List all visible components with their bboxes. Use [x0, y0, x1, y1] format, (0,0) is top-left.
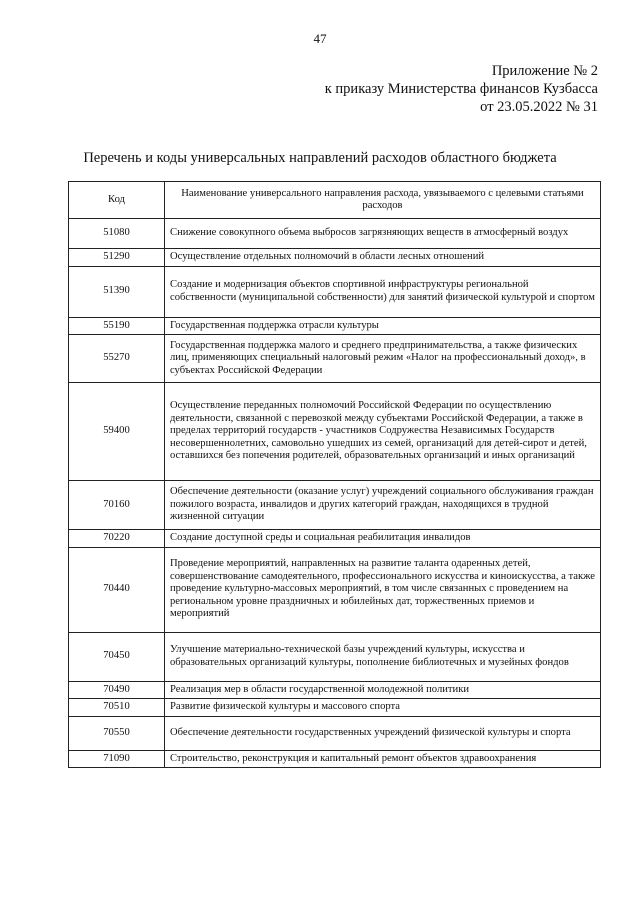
- row-name: Строительство, реконструкция и капитальный ремонт объектов здравоохранения: [165, 750, 601, 768]
- row-name: Проведение мероприятий, направленных на развитие таланта одаренных детей, совершенствование самодеятельного, профессионального искусства и киноискусства, а также проведение культурно-массовых мероприятий, в том числе связанных с проведением на региональном уровне праздничных и юбилейных дат, торжественных приемов и мероприятий: [165, 547, 601, 632]
- appendix-block: [325, 62, 598, 116]
- table-row: [69, 699, 601, 717]
- row-name: Создание доступной среды и социальная реабилитация инвалидов: [165, 530, 601, 548]
- table-row: [69, 530, 601, 548]
- header-code: Код: [69, 182, 165, 219]
- row-name: Развитие физической культуры и массового спорта: [165, 699, 601, 717]
- table-row: [69, 481, 601, 530]
- table-row: [69, 547, 601, 632]
- document-title: Перечень и коды универсальных направлений расходов областного бюджета: [83, 150, 557, 166]
- row-name: Осуществление переданных полномочий Российской Федерации по осуществлению деятельности, связанной с перевозкой между субъектами Российской Федерации, а также в пределах территорий государств - участников Содружества Независимых Государств несовершеннолетних, самовольно ушедших из семей, организаций для детей-сирот и детей, оставшихся без попечения родителей, образовательных организаций и иных организаций: [165, 383, 601, 481]
- header-name: Наименование универсального направления расхода, увязываемого с целевыми статьями расходов: [165, 182, 601, 219]
- row-code: 71090: [69, 750, 165, 768]
- expense-codes-table: [68, 181, 601, 768]
- row-code: 59400: [69, 383, 165, 481]
- row-code: 70490: [69, 681, 165, 699]
- table-row: [69, 317, 601, 335]
- row-name: Улучшение материально-технической базы учреждений культуры, искусства и образовательных организаций культуры, пополнение библиотечных и музейных фондов: [165, 632, 601, 681]
- table-header-row: [69, 182, 601, 219]
- row-code: 70160: [69, 481, 165, 530]
- table-row: [69, 249, 601, 267]
- row-code: 51390: [69, 266, 165, 317]
- table-row: [69, 750, 601, 768]
- row-name: Реализация мер в области государственной молодежной политики: [165, 681, 601, 699]
- appendix-line-1: Приложение № 2: [491, 63, 598, 79]
- row-code: 70510: [69, 699, 165, 717]
- appendix-line-3: от 23.05.2022 № 31: [480, 99, 598, 115]
- table-row: [69, 335, 601, 383]
- row-name: Снижение совокупного объема выбросов загрязняющих веществ в атмосферный воздух: [165, 219, 601, 249]
- row-code: 70450: [69, 632, 165, 681]
- row-name: Обеспечение деятельности государственных учреждений физической культуры и спорта: [165, 716, 601, 750]
- row-name: Государственная поддержка малого и среднего предпринимательства, а также физических лиц, применяющих специальный налоговый режим «Налог на профессиональный доход», в субъектах Российской Федерации: [165, 335, 601, 383]
- row-code: 70440: [69, 547, 165, 632]
- row-code: 55190: [69, 317, 165, 335]
- row-code: 51290: [69, 249, 165, 267]
- row-code: 51080: [69, 219, 165, 249]
- row-code: 70220: [69, 530, 165, 548]
- table-row: [69, 383, 601, 481]
- row-name: Обеспечение деятельности (оказание услуг) учреждений социального обслуживания граждан пожилого возраста, инвалидов и других категорий граждан, находящихся в трудной жизненной ситуации: [165, 481, 601, 530]
- table-row: [69, 716, 601, 750]
- appendix-line-2: к приказу Министерства финансов Кузбасса: [324, 81, 598, 97]
- row-name: Создание и модернизация объектов спортивной инфраструктуры региональной собственности (муниципальной собственности) для занятий физической культурой и спортом: [165, 266, 601, 317]
- row-code: 70550: [69, 716, 165, 750]
- page-number: 47: [313, 31, 327, 46]
- row-name: Осуществление отдельных полномочий в области лесных отношений: [165, 249, 601, 267]
- table-row: [69, 266, 601, 317]
- table-row: [69, 219, 601, 249]
- row-name: Государственная поддержка отрасли культуры: [165, 317, 601, 335]
- table-row: [69, 681, 601, 699]
- table-row: [69, 632, 601, 681]
- row-code: 55270: [69, 335, 165, 383]
